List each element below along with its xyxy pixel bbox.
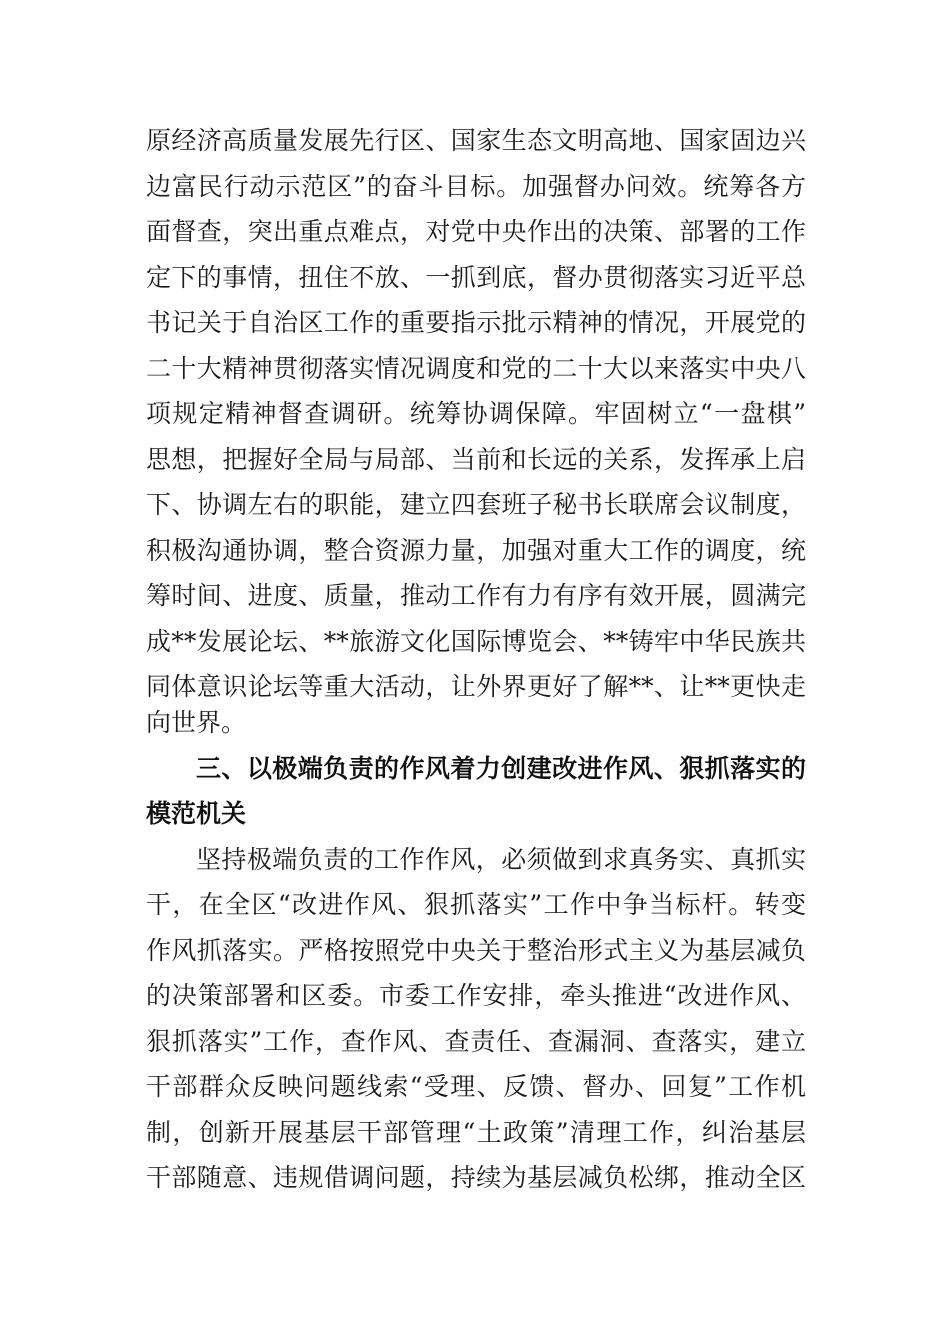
- section-heading-line: 三、以极端负责的作风着力创建改进作风、狠抓落实的: [196, 754, 806, 783]
- paragraph-2-line: 狠抓落实”工作，查作风、查责任、查漏洞、查落实，建立: [146, 1027, 806, 1056]
- paragraph-1-line: 书记关于自治区工作的重要指示批示精神的情况，开展党的: [146, 308, 806, 337]
- paragraph-2-line: 干，在全区“改进作风、狠抓落实”工作中争当标杆。转变: [146, 890, 806, 919]
- paragraph-1-line: 向世界。: [146, 708, 247, 737]
- paragraph-2-line: 的决策部署和区委。市委工作安排，牵头推进“改进作风、: [146, 981, 806, 1010]
- paragraph-2-line: 坚持极端负责的工作作风，必须做到求真务实、真抓实: [196, 845, 806, 874]
- paragraph-1-line: 定下的事情，扭住不放、一抓到底，督办贯彻落实习近平总: [146, 263, 806, 292]
- paragraph-2-line: 作风抓落实。严格按照党中央关于整治形式主义为基层减负: [146, 936, 806, 965]
- paragraph-2-line: 干部随意、违规借调问题，持续为基层减负松绑，推动全区: [146, 1163, 806, 1192]
- paragraph-1-line: 边富民行动示范区”的奋斗目标。加强督办问效。统筹各方: [146, 172, 806, 201]
- paragraph-1-line: 成**发展论坛、**旅游文化国际博览会、**铸牢中华民族共: [146, 627, 806, 656]
- paragraph-1-line: 筹时间、进度、质量，推动工作有力有序有效开展，圆满完: [146, 581, 806, 610]
- paragraph-2-line: 制，创新开展基层干部管理“土政策”清理工作，纠治基层: [146, 1118, 806, 1147]
- paragraph-1-line: 项规定精神督查调研。统筹协调保障。牢固树立“一盘棋”: [146, 399, 806, 428]
- paragraph-1-line: 同体意识论坛等重大活动，让外界更好了解**、让**更快走: [146, 672, 806, 701]
- paragraph-1-line: 下、协调左右的职能，建立四套班子秘书长联席会议制度，: [146, 490, 806, 519]
- paragraph-2-line: 干部群众反映问题线索“受理、反馈、督办、回复”工作机: [146, 1072, 806, 1101]
- paragraph-1-line: 原经济高质量发展先行区、国家生态文明高地、国家固边兴: [146, 126, 806, 155]
- paragraph-1-line: 二十大精神贯彻落实情况调度和党的二十大以来落实中央八: [146, 354, 806, 383]
- paragraph-1-line: 思想，把握好全局与局部、当前和长远的关系，发挥承上启: [146, 445, 806, 474]
- paragraph-1-line: 面督查，突出重点难点，对党中央作出的决策、部署的工作: [146, 217, 806, 246]
- paragraph-1-line: 积极沟通协调，整合资源力量，加强对重大工作的调度，统: [146, 536, 806, 565]
- section-heading-line: 模范机关: [146, 799, 247, 828]
